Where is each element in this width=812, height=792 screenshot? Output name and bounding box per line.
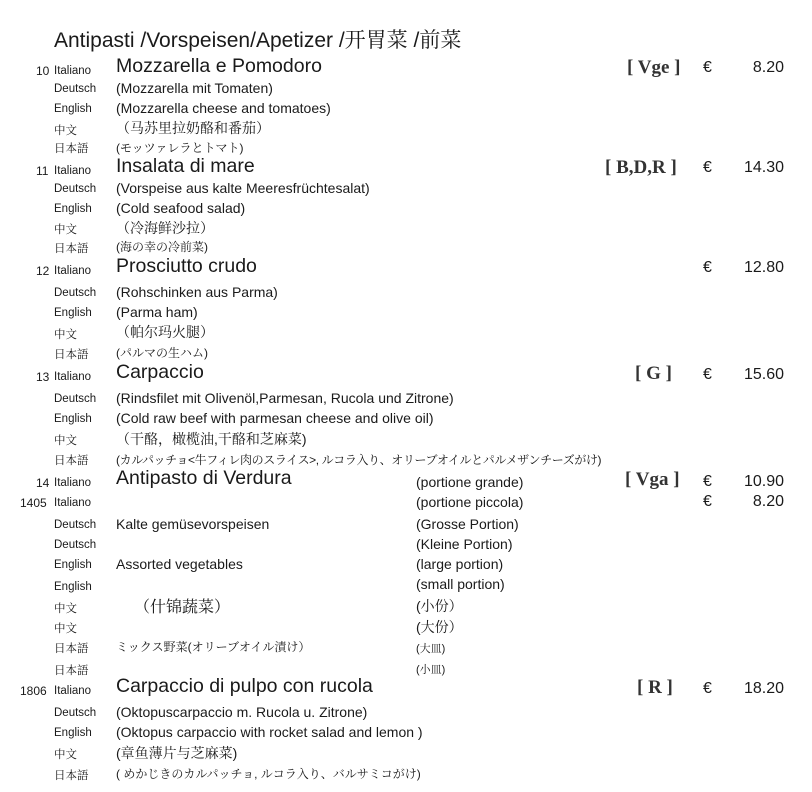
currency-symbol: € [703,493,712,510]
desc-deutsch: (Oktopuscarpaccio m. Rucola u. Zitrone) [116,704,368,720]
allergen-code: [ G ] [635,363,672,384]
lang-label-english: English [54,203,92,215]
lang-label-chinese: 中文 [54,125,77,137]
price: 12.80 [743,259,784,276]
lang-label-japanese: 日本語 [54,349,89,361]
lang-label-japanese: 日本語 [54,143,89,155]
lang-label-japanese: 日本語 [54,665,89,677]
lang-label-english: English [54,413,92,425]
dish-name: Antipasto di Verdura [116,467,292,489]
portion-label: (大份） [416,619,463,635]
lang-label-chinese: 中文 [54,435,77,447]
desc-deutsch: Kalte gemüsevorspeisen [116,516,270,532]
dish-name: Carpaccio [116,361,204,383]
portion-label: (Kleine Portion) [416,536,513,552]
portion-label: (小份） [416,598,463,614]
lang-label-deutsch: Deutsch [54,393,97,405]
lang-label-deutsch: Deutsch [54,183,97,195]
item-number: 10 [36,64,50,78]
portion-label: (large portion) [416,556,504,572]
item-number: 1405 [20,496,47,510]
lang-label-english: English [54,581,92,593]
dish-name: Insalata di mare [116,155,255,177]
desc-japanese: ミックス野菜(オリーブオイル漬け） [116,640,311,654]
desc-deutsch: (Mozzarella mit Tomaten) [116,80,273,96]
allergen-code: [ Vga ] [625,469,680,490]
desc-deutsch: (Rohschinken aus Parma) [116,284,278,300]
item-number: 13 [36,370,50,384]
item-number: 12 [36,264,50,278]
price: 14.30 [743,159,784,176]
currency-symbol: € [703,680,712,697]
lang-label-italiano: Italiano [54,265,92,277]
allergen-code: [ B,D,R ] [605,157,677,178]
portion-label: (small portion) [416,576,505,592]
desc-japanese: (モッツァレラとトマト) [116,141,244,155]
desc-english: Assorted vegetables [116,556,243,572]
desc-english: (Parma ham) [116,304,198,320]
lang-label-english: English [54,727,92,739]
lang-label-chinese: 中文 [54,749,77,761]
lang-label-italiano: Italiano [54,371,92,383]
desc-japanese: (カルパッチョ<牛フィレ肉のスライス>, ルコラ入り、オリーブオイルとパルメザンチーズがけ) [116,453,602,467]
lang-label-deutsch: Deutsch [54,539,97,551]
lang-label-chinese: 中文 [54,603,77,615]
lang-label-italiano: Italiano [54,65,92,77]
price: 8.20 [752,59,784,76]
portion-label: (portione piccola) [416,494,524,510]
lang-label-italiano: Italiano [54,497,92,509]
price: 15.60 [743,366,784,383]
currency-symbol: € [703,366,712,383]
desc-chinese: (章鱼薄片与芝麻菜) [116,745,238,761]
lang-label-italiano: Italiano [54,165,92,177]
desc-chinese: （冷海鲜沙拉） [116,220,214,236]
desc-english: (Cold raw beef with parmesan cheese and olive oil) [116,410,434,426]
lang-label-english: English [54,307,92,319]
portion-label: (portione grande) [416,474,524,490]
menu-section-title: Antipasti /Vorspeisen/Apetizer /开胃菜 /前菜 [54,29,462,52]
price: 8.20 [752,493,784,510]
desc-chinese: （马苏里拉奶酪和番茄） [116,120,270,136]
dish-name: Mozzarella e Pomodoro [116,55,322,77]
allergen-code: [ Vge ] [627,57,681,78]
lang-label-english: English [54,559,92,571]
lang-label-italiano: Italiano [54,685,92,697]
desc-chinese: （干酪，橄榄油,干酪和芝麻菜) [116,431,307,447]
lang-label-deutsch: Deutsch [54,83,97,95]
desc-japanese: (海の幸の冷前菜) [116,240,208,254]
currency-symbol: € [703,473,712,490]
item-number: 14 [36,476,50,490]
price: 18.20 [743,680,784,697]
lang-label-chinese: 中文 [54,224,77,236]
dish-name: Carpaccio di pulpo con rucola [116,675,373,697]
price: 10.90 [743,473,784,490]
portion-label: (小皿) [416,664,446,676]
dish-name: Prosciutto crudo [116,255,257,277]
item-number: 11 [36,164,49,178]
desc-japanese: (パルマの生ハム) [116,346,208,360]
desc-deutsch: (Rindsfilet mit Olivenöl,Parmesan, Rucola und Zitrone) [116,390,454,406]
lang-label-japanese: 日本語 [54,243,89,255]
lang-label-japanese: 日本語 [54,770,89,782]
desc-english: (Cold seafood salad) [116,200,246,216]
lang-label-english: English [54,103,92,115]
lang-label-italiano: Italiano [54,477,92,489]
currency-symbol: € [703,259,712,276]
lang-label-chinese: 中文 [54,329,77,341]
portion-label: (大皿) [416,643,446,655]
lang-label-deutsch: Deutsch [54,287,97,299]
lang-label-deutsch: Deutsch [54,707,97,719]
portion-label: (Grosse Portion) [416,516,519,532]
desc-chinese: （帕尔玛火腿） [116,324,214,340]
item-number: 1806 [20,684,47,698]
currency-symbol: € [703,159,712,176]
currency-symbol: € [703,59,712,76]
desc-japanese: ( めかじきのカルパッチョ, ルコラ入り、バルサミコがけ) [116,767,421,781]
desc-chinese: （什锦蔬菜） [134,599,231,616]
lang-label-deutsch: Deutsch [54,519,97,531]
allergen-code: [ R ] [637,677,673,698]
desc-english: (Mozzarella cheese and tomatoes) [116,100,331,116]
desc-english: (Oktopus carpaccio with rocket salad and lemon ) [116,724,423,740]
lang-label-japanese: 日本語 [54,643,89,655]
desc-deutsch: (Vorspeise aus kalte Meeresfrüchtesalat) [116,180,370,196]
lang-label-chinese: 中文 [54,623,77,635]
lang-label-japanese: 日本語 [54,455,89,467]
